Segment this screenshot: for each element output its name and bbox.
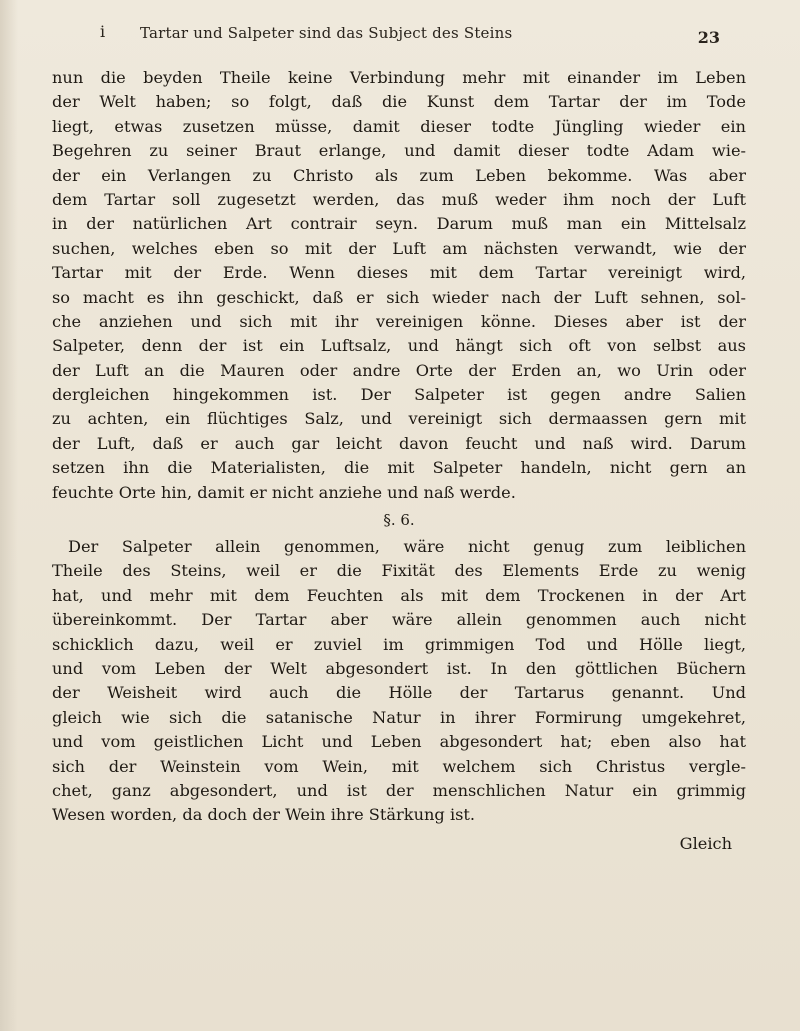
text-line: liegt, etwas zusetzen müsse, damit dieser todte Jüngling wieder ein [52, 116, 746, 136]
text-line: in der natürlichen Art contrair seyn. Darum muß man ein Mittelsalz [52, 214, 746, 234]
catchword: Gleich [679, 833, 732, 853]
text-line: übereinkommt. Der Tartar aber wäre allein genommen auch nicht [52, 610, 746, 630]
running-title: Tartar und Salpeter sind das Subject des Steins [140, 24, 513, 42]
section-heading: §. 6. [383, 511, 415, 530]
text-line: chet, ganz abgesondert, und ist der menschlichen Natur ein grimmig [52, 780, 746, 800]
text-line: che anziehen und sich mit ihr vereinigen könne. Dieses aber ist der [52, 311, 746, 331]
text-line: und vom Leben der Welt abgesondert ist. In den göttlichen Büchern [52, 658, 746, 678]
text-line: so macht es ihn geschickt, daß er sich wieder nach der Luft sehnen, sol- [52, 287, 746, 307]
text-line: sich der Weinstein vom Wein, mit welchem sich Christus vergle- [52, 756, 746, 776]
paragraph-1 [52, 66, 746, 505]
text-line: der Luft, daß er auch gar leicht davon feucht und naß wird. Darum [52, 433, 746, 453]
text-line: schicklich dazu, weil er zuviel im grimmigen Tod und Hölle liegt, [52, 634, 746, 654]
text-line: der Luft an die Mauren oder andre Orte der Erden an, wo Urin oder [52, 360, 746, 380]
text-line: Begehren zu seiner Braut erlange, und damit dieser todte Adam wie- [52, 141, 746, 161]
text-line: gleich wie sich die satanische Natur in ihrer Formirung umgekehret, [52, 707, 746, 727]
text-line: der ein Verlangen zu Christo als zum Leben bekomme. Was aber [52, 165, 746, 185]
text-line: dem Tartar soll zugesetzt werden, das muß weder ihm noch der Luft [52, 189, 746, 209]
text-line: suchen, welches eben so mit der Luft am nächsten verwandt, wie der [52, 238, 746, 258]
header-mark: i [100, 22, 106, 41]
text-line: dergleichen hingekommen ist. Der Salpeter ist gegen andre Salien [52, 385, 746, 405]
text-line: Der Salpeter allein genommen, wäre nicht genug zum leiblichen [68, 537, 746, 557]
text-line: hat, und mehr mit dem Feuchten als mit dem Trockenen in der Art [52, 585, 746, 605]
text-line: zu achten, ein flüchtiges Salz, und vereinigt sich dermaassen gern mit [52, 409, 746, 429]
text-line: setzen ihn die Materialisten, die mit Salpeter handeln, nicht gern an [52, 458, 746, 478]
text-line: Theile des Steins, weil er die Fixität des Elements Erde zu wenig [52, 561, 746, 581]
text-line: Tartar mit der Erde. Wenn dieses mit dem Tartar vereinigt wird, [52, 263, 746, 283]
page-number: 23 [697, 28, 720, 47]
text-line: Salpeter, denn der ist ein Luftsalz, und hängt sich oft von selbst aus [52, 336, 746, 356]
text-line: feuchte Orte hin, damit er nicht anziehe und naß werde. [52, 482, 516, 502]
paragraph-2 [52, 535, 746, 828]
text-line: der Weisheit wird auch die Hölle der Tartarus genannt. Und [52, 683, 746, 703]
text-line: nun die beyden Theile keine Verbindung mehr mit einander im Leben [52, 68, 746, 87]
page-gutter-shadow [0, 0, 18, 1031]
text-line: Wesen worden, da doch der Wein ihre Stärkung ist. [52, 805, 476, 825]
page-body [52, 66, 746, 856]
running-header [100, 14, 720, 54]
text-line: der Welt haben; so folgt, daß die Kunst dem Tartar der im Tode [52, 92, 746, 112]
text-line: und vom geistlichen Licht und Leben abgesondert hat; eben also hat [52, 732, 746, 752]
